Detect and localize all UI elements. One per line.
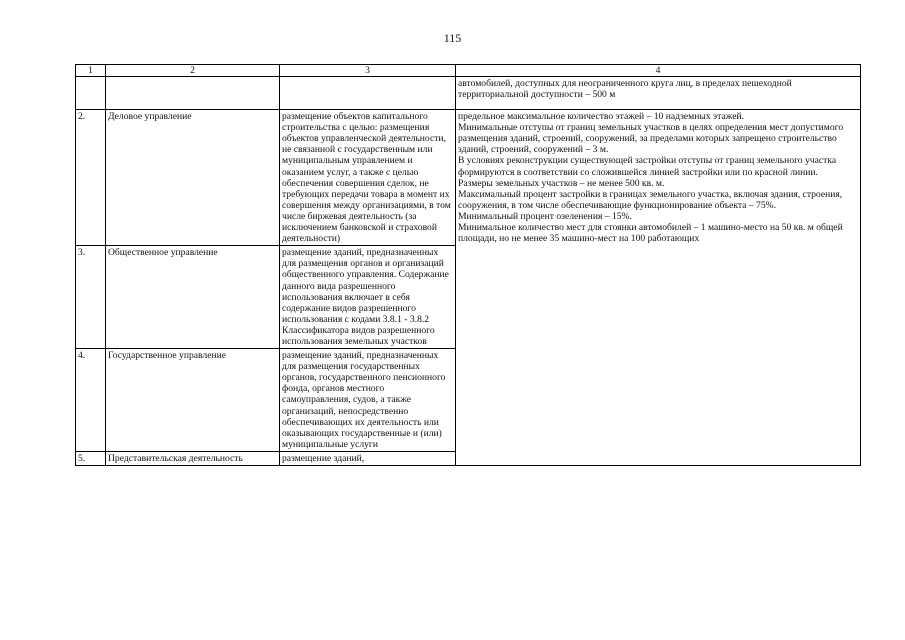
- parameter-line: Максимальный процент застройки в границах земельного участка, включая здания, строения, сооружения, в том числе обеспечивающие функционирование объекта – 75%.: [458, 188, 843, 211]
- row-number: 5.: [76, 451, 106, 465]
- parameter-line: В условиях реконструкции существующей застройки отступы от границ земельного участка формируются в соответствии со сложившейся линией застройки или по красной линии.: [458, 155, 837, 178]
- continuation-row: [76, 77, 861, 110]
- row-description: размещение зданий, предназначенных для размещения органов и организаций общественного управления. Содержание данного вида разрешенного использования включает в себя содержание видов разрешенного использования с кодами 3.8.1 - 3.8.2 Классификатора видов разрешенного использования земельных участков: [280, 246, 456, 349]
- parameter-line: предельное максимальное количество этажей – 10 надземных этажей.: [458, 111, 744, 123]
- row-description: размещение зданий,: [280, 451, 456, 465]
- header-cell-3: 3: [280, 65, 456, 77]
- row-name: Представительская деятельность: [106, 451, 280, 465]
- header-cell-1: 1: [76, 65, 106, 77]
- table-row: [76, 110, 861, 246]
- row-name: Общественное управление: [106, 246, 280, 349]
- parameter-line: Минимальные отступы от границ земельных участков в целях определения мест допустимого размещения зданий, строений, сооружений, за пределами которых запрещено строительство зданий, строений, сооружений – 3 м.: [458, 122, 844, 156]
- row-description: размещение объектов капитального строительства с целью: размещения объектов управленческой деятельности, не связанной с государственным или муниципальным управлением и оказанием услуг, а также с целью обеспечения совершения сделок, не требующих передачи товара в момент их совершения между организациями, в том числе биржевая деятельность (за исключением банковской и страховой деятельности): [280, 110, 456, 246]
- zoning-table: [75, 64, 861, 466]
- row-name: Деловое управление: [106, 110, 280, 246]
- empty-cell: [106, 77, 280, 110]
- header-cell-4: 4: [456, 65, 861, 77]
- parameter-line: Минимальный процент озеленения – 15%.: [458, 210, 632, 222]
- row-description: размещение зданий, предназначенных для размещения государственных органов, государственного пенсионного фонда, органов местного самоуправления, судов, а также организаций, непосредственно обеспечивающих их деятельность или оказывающих государственные и (или) муниципальные услуги: [280, 349, 456, 452]
- continuation-text: автомобилей, доступных для неограниченного круга лиц, в пределах пешеходной территориальной доступности – 500 м: [456, 77, 861, 110]
- row-number: 4.: [76, 349, 106, 452]
- parameter-line: Минимальное количество мест для стоянки автомобилей – 1 машино-место на 50 кв. м общей площади, но не менее 35 машино-мест на 100 работающих: [458, 222, 843, 245]
- parameters-cell: [456, 110, 861, 466]
- parameter-line: Размеры земельных участков – не менее 500 кв. м.: [458, 177, 665, 189]
- row-number: 3.: [76, 246, 106, 349]
- row-number: 2.: [76, 110, 106, 246]
- page-number: 115: [443, 31, 462, 45]
- header-cell-2: 2: [106, 65, 280, 77]
- empty-cell: [76, 77, 106, 110]
- header-row: [76, 65, 861, 77]
- empty-cell: [280, 77, 456, 110]
- row-name: Государственное управление: [106, 349, 280, 452]
